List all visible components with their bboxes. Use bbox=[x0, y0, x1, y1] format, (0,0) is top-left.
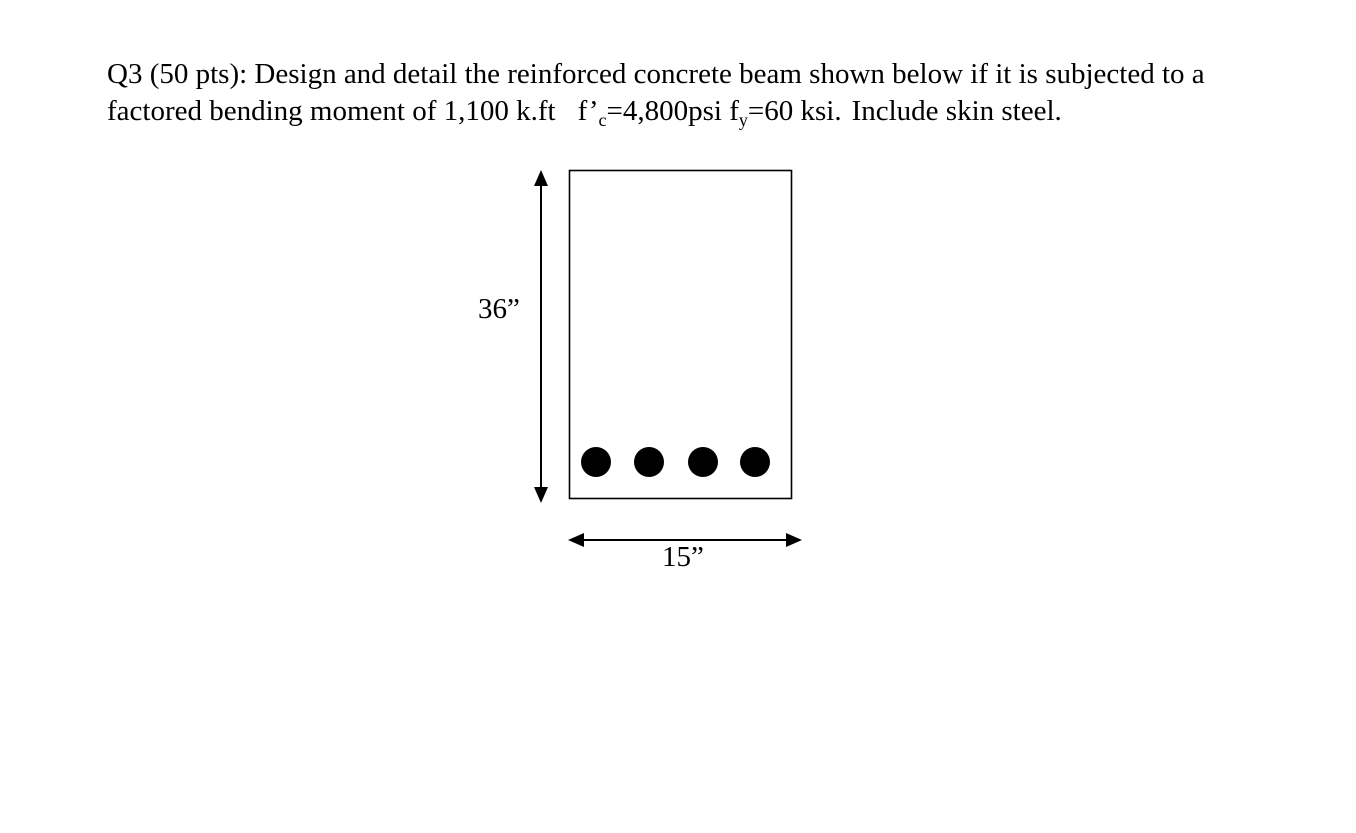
rebar-1 bbox=[581, 447, 611, 477]
width-label: 15” bbox=[662, 541, 704, 573]
fy-value: =60 ksi. bbox=[747, 95, 842, 127]
fc-value: =4,800psi bbox=[606, 95, 722, 127]
height-label: 36” bbox=[478, 293, 520, 325]
question-line-1: Q3 (50 pts): Design and detail the reinforced concrete beam shown below if it is subjected to a bbox=[107, 58, 1205, 90]
rebar-group bbox=[581, 447, 770, 477]
arrow-head-up bbox=[534, 170, 548, 186]
fc-subscript: c bbox=[598, 110, 607, 130]
fy-subscript: y bbox=[738, 110, 748, 130]
height-dimension bbox=[534, 170, 548, 503]
arrow-head-down bbox=[534, 487, 548, 503]
skin-steel-note: Include skin steel. bbox=[851, 95, 1062, 127]
rebar-2 bbox=[634, 447, 664, 477]
fy-symbol: f bbox=[729, 95, 739, 127]
arrow-head-right bbox=[786, 533, 802, 547]
moment-statement: factored bending moment of 1,100 k.ft bbox=[107, 95, 556, 127]
rebar-3 bbox=[688, 447, 718, 477]
rebar-4 bbox=[740, 447, 770, 477]
fc-symbol: f’ bbox=[577, 95, 599, 127]
arrow-head-left bbox=[568, 533, 584, 547]
